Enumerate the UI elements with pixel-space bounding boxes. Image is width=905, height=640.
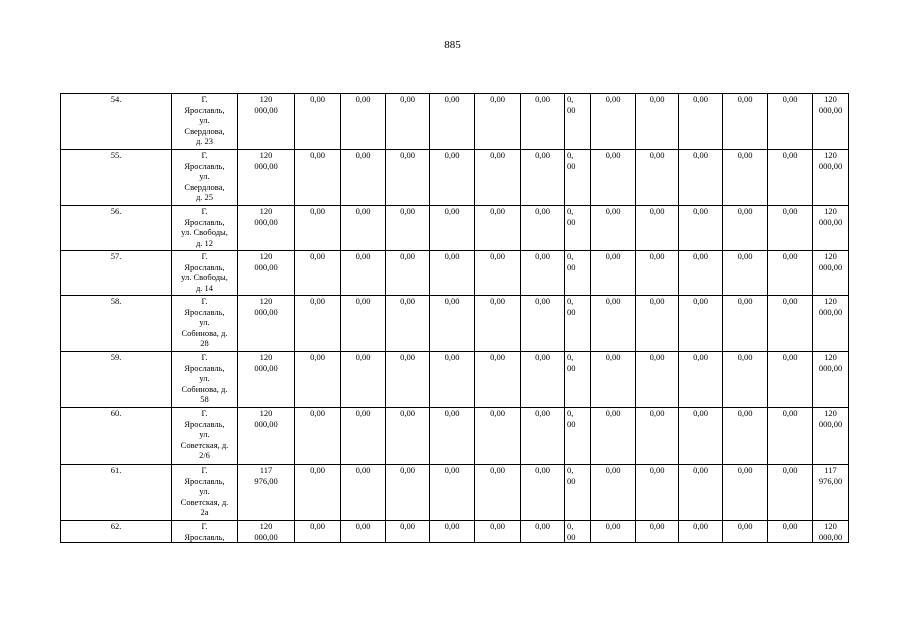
value-cell: 0,00 xyxy=(636,251,679,296)
amount-cell: 120 000,00 xyxy=(238,521,295,543)
value-cell: 0,00 xyxy=(768,94,813,150)
value-cell: 0,00 xyxy=(386,251,430,296)
value-cell: 0,00 xyxy=(475,150,521,206)
value-cell: 0,00 xyxy=(679,352,723,408)
data-table xyxy=(60,93,849,543)
value-cell: 0,00 xyxy=(341,352,386,408)
value-cell: 0,00 xyxy=(341,465,386,521)
value-cell: 0,00 xyxy=(723,94,768,150)
value-cell: 0,00 xyxy=(679,521,723,543)
row-number: 55. xyxy=(61,150,172,206)
value-cell: 0,00 xyxy=(636,408,679,465)
row-number: 54. xyxy=(61,94,172,150)
total-cell: 120 000,00 xyxy=(813,94,849,150)
value-cell: 0, 00 xyxy=(565,296,591,352)
value-cell: 0,00 xyxy=(591,206,636,251)
value-cell: 0, 00 xyxy=(565,465,591,521)
value-cell: 0,00 xyxy=(341,296,386,352)
value-cell: 0,00 xyxy=(386,150,430,206)
total-cell: 117 976,00 xyxy=(813,465,849,521)
value-cell: 0,00 xyxy=(768,251,813,296)
value-cell: 0,00 xyxy=(591,296,636,352)
amount-cell: 120 000,00 xyxy=(238,94,295,150)
table-row xyxy=(61,94,849,150)
value-cell: 0,00 xyxy=(295,206,341,251)
value-cell: 0,00 xyxy=(521,408,565,465)
value-cell: 0,00 xyxy=(386,465,430,521)
value-cell: 0,00 xyxy=(521,94,565,150)
value-cell: 0,00 xyxy=(341,206,386,251)
value-cell: 0,00 xyxy=(521,465,565,521)
value-cell: 0,00 xyxy=(723,206,768,251)
value-cell: 0,00 xyxy=(636,521,679,543)
value-cell: 0,00 xyxy=(723,465,768,521)
address-cell: Г. Ярославль, xyxy=(172,521,238,543)
table-row xyxy=(61,352,849,408)
value-cell: 0,00 xyxy=(386,296,430,352)
value-cell: 0,00 xyxy=(521,251,565,296)
value-cell: 0,00 xyxy=(295,465,341,521)
value-cell: 0,00 xyxy=(295,94,341,150)
total-cell: 120 000,00 xyxy=(813,150,849,206)
amount-cell: 120 000,00 xyxy=(238,206,295,251)
value-cell: 0,00 xyxy=(386,352,430,408)
value-cell: 0,00 xyxy=(768,465,813,521)
address-cell: Г. Ярославль, ул. Свободы, д. 14 xyxy=(172,251,238,296)
value-cell: 0, 00 xyxy=(565,94,591,150)
value-cell: 0,00 xyxy=(723,408,768,465)
value-cell: 0,00 xyxy=(679,296,723,352)
value-cell: 0,00 xyxy=(430,465,475,521)
total-cell: 120 000,00 xyxy=(813,296,849,352)
value-cell: 0,00 xyxy=(386,521,430,543)
value-cell: 0,00 xyxy=(386,206,430,251)
table-row xyxy=(61,296,849,352)
value-cell: 0,00 xyxy=(591,150,636,206)
value-cell: 0,00 xyxy=(430,206,475,251)
value-cell: 0,00 xyxy=(591,408,636,465)
value-cell: 0,00 xyxy=(295,352,341,408)
value-cell: 0,00 xyxy=(295,521,341,543)
amount-cell: 120 000,00 xyxy=(238,251,295,296)
value-cell: 0,00 xyxy=(430,251,475,296)
table-row xyxy=(61,465,849,521)
value-cell: 0,00 xyxy=(430,521,475,543)
address-cell: Г. Ярославль, ул. Свердлова, д. 25 xyxy=(172,150,238,206)
amount-cell: 120 000,00 xyxy=(238,352,295,408)
value-cell: 0,00 xyxy=(768,408,813,465)
table-row xyxy=(61,408,849,465)
value-cell: 0,00 xyxy=(430,352,475,408)
value-cell: 0,00 xyxy=(591,465,636,521)
address-cell: Г. Ярославль, ул. Свободы, д. 12 xyxy=(172,206,238,251)
value-cell: 0,00 xyxy=(341,251,386,296)
value-cell: 0,00 xyxy=(636,465,679,521)
value-cell: 0,00 xyxy=(636,150,679,206)
value-cell: 0,00 xyxy=(679,465,723,521)
address-cell: Г. Ярославль, ул. Собинова, д. 58 xyxy=(172,352,238,408)
amount-cell: 120 000,00 xyxy=(238,150,295,206)
value-cell: 0,00 xyxy=(768,150,813,206)
value-cell: 0,00 xyxy=(768,352,813,408)
value-cell: 0,00 xyxy=(341,150,386,206)
value-cell: 0,00 xyxy=(475,352,521,408)
row-number: 56. xyxy=(61,206,172,251)
value-cell: 0,00 xyxy=(295,150,341,206)
row-number: 59. xyxy=(61,352,172,408)
total-cell: 120 000,00 xyxy=(813,408,849,465)
value-cell: 0,00 xyxy=(430,296,475,352)
value-cell: 0,00 xyxy=(679,206,723,251)
row-number: 60. xyxy=(61,408,172,465)
total-cell: 120 000,00 xyxy=(813,251,849,296)
value-cell: 0,00 xyxy=(430,150,475,206)
value-cell: 0,00 xyxy=(475,408,521,465)
row-number: 58. xyxy=(61,296,172,352)
value-cell: 0,00 xyxy=(386,94,430,150)
table-row xyxy=(61,251,849,296)
value-cell: 0,00 xyxy=(521,296,565,352)
value-cell: 0, 00 xyxy=(565,150,591,206)
value-cell: 0,00 xyxy=(591,94,636,150)
value-cell: 0,00 xyxy=(723,521,768,543)
row-number: 57. xyxy=(61,251,172,296)
table-row xyxy=(61,521,849,543)
value-cell: 0,00 xyxy=(768,206,813,251)
value-cell: 0,00 xyxy=(723,150,768,206)
value-cell: 0,00 xyxy=(723,251,768,296)
value-cell: 0,00 xyxy=(295,296,341,352)
value-cell: 0,00 xyxy=(723,296,768,352)
value-cell: 0,00 xyxy=(341,521,386,543)
value-cell: 0,00 xyxy=(341,408,386,465)
value-cell: 0,00 xyxy=(295,251,341,296)
value-cell: 0,00 xyxy=(475,251,521,296)
value-cell: 0,00 xyxy=(679,251,723,296)
value-cell: 0,00 xyxy=(521,521,565,543)
value-cell: 0, 00 xyxy=(565,408,591,465)
value-cell: 0,00 xyxy=(475,206,521,251)
address-cell: Г. Ярославль, ул. Свердлова, д. 23 xyxy=(172,94,238,150)
value-cell: 0,00 xyxy=(295,408,341,465)
address-cell: Г. Ярославль, ул. Советская, д. 2а xyxy=(172,465,238,521)
value-cell: 0,00 xyxy=(679,408,723,465)
amount-cell: 120 000,00 xyxy=(238,408,295,465)
value-cell: 0,00 xyxy=(679,94,723,150)
value-cell: 0,00 xyxy=(521,150,565,206)
value-cell: 0,00 xyxy=(521,352,565,408)
value-cell: 0, 00 xyxy=(565,352,591,408)
amount-cell: 120 000,00 xyxy=(238,296,295,352)
value-cell: 0,00 xyxy=(636,94,679,150)
value-cell: 0, 00 xyxy=(565,521,591,543)
value-cell: 0, 00 xyxy=(565,206,591,251)
total-cell: 120 000,00 xyxy=(813,352,849,408)
value-cell: 0,00 xyxy=(591,352,636,408)
value-cell: 0,00 xyxy=(591,521,636,543)
total-cell: 120 000,00 xyxy=(813,521,849,543)
value-cell: 0,00 xyxy=(679,150,723,206)
page-number: 885 xyxy=(444,39,461,51)
value-cell: 0,00 xyxy=(386,408,430,465)
value-cell: 0,00 xyxy=(723,352,768,408)
value-cell: 0,00 xyxy=(430,94,475,150)
value-cell: 0,00 xyxy=(591,251,636,296)
address-cell: Г. Ярославль, ул. Собинова, д. 28 xyxy=(172,296,238,352)
address-cell: Г. Ярославль, ул. Советская, д. 2/6 xyxy=(172,408,238,465)
value-cell: 0,00 xyxy=(475,296,521,352)
value-cell: 0,00 xyxy=(475,521,521,543)
value-cell: 0,00 xyxy=(636,296,679,352)
value-cell: 0,00 xyxy=(430,408,475,465)
value-cell: 0,00 xyxy=(521,206,565,251)
value-cell: 0,00 xyxy=(341,94,386,150)
value-cell: 0,00 xyxy=(475,94,521,150)
value-cell: 0,00 xyxy=(768,296,813,352)
value-cell: 0,00 xyxy=(636,206,679,251)
amount-cell: 117 976,00 xyxy=(238,465,295,521)
table-row xyxy=(61,206,849,251)
table-row xyxy=(61,150,849,206)
row-number: 62. xyxy=(61,521,172,543)
value-cell: 0,00 xyxy=(768,521,813,543)
row-number: 61. xyxy=(61,465,172,521)
value-cell: 0,00 xyxy=(475,465,521,521)
total-cell: 120 000,00 xyxy=(813,206,849,251)
value-cell: 0,00 xyxy=(636,352,679,408)
value-cell: 0, 00 xyxy=(565,251,591,296)
